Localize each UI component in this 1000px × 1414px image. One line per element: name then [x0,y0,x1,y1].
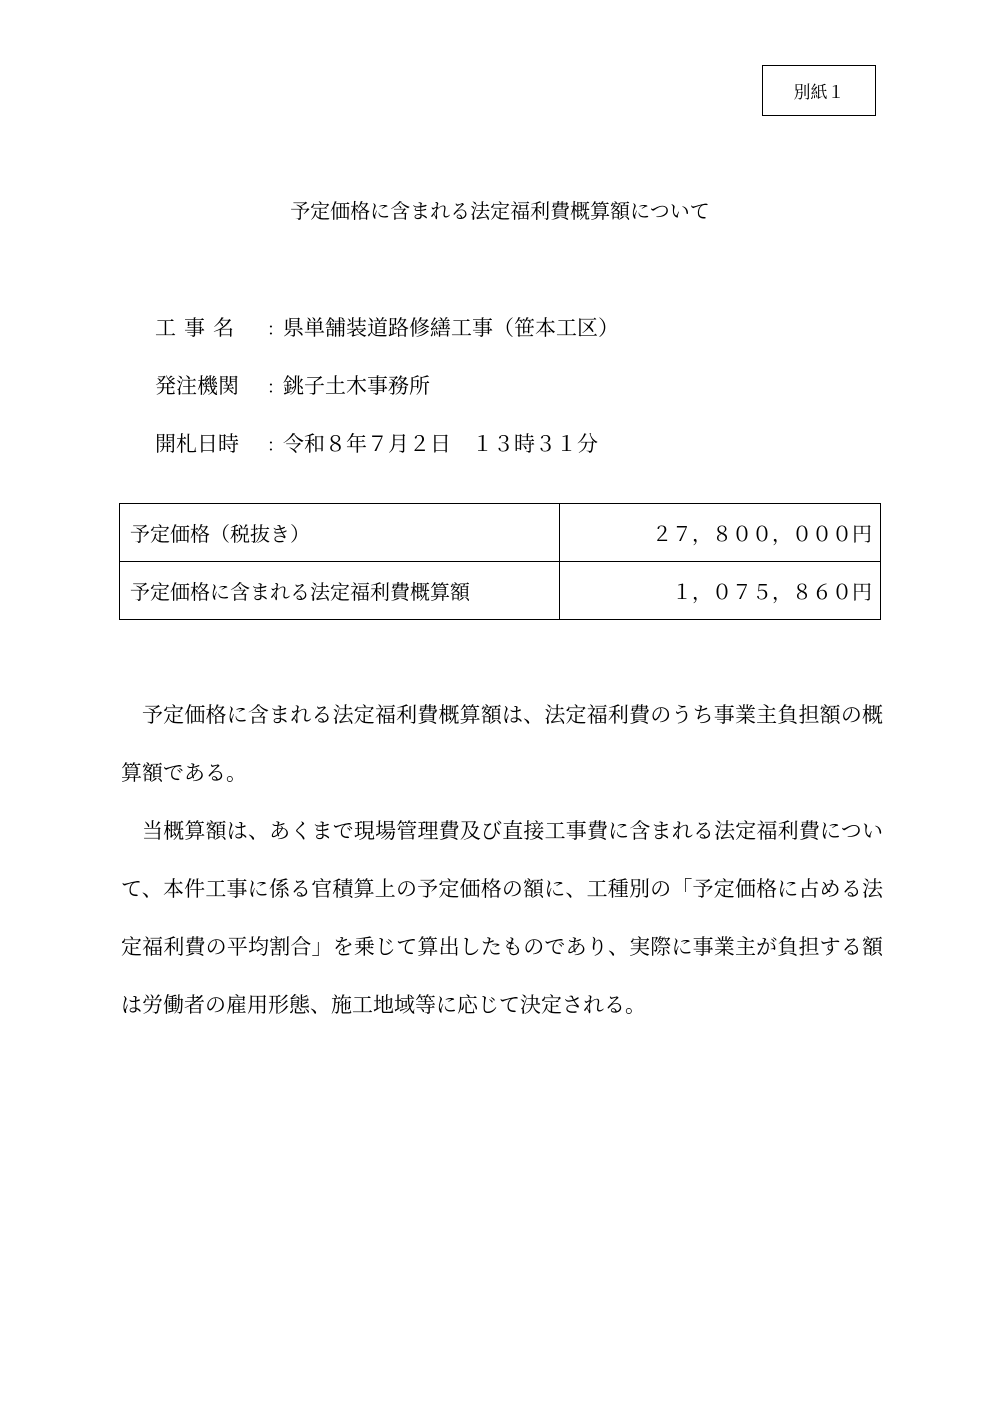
construction-name-label: 工事名 [155,316,242,340]
ordering-agency-label: 発注機関 [155,374,239,398]
colon: ： [267,378,284,398]
price-table [119,503,881,620]
bid-opening-label: 開札日時 [155,432,239,456]
paragraph: 予定価格に含まれる法定福利費概算額は、法定福利費のうち事業主負担額の概算額である。 [121,703,883,785]
annex-label-box [762,65,876,116]
paragraph: 当概算額は、あくまで現場管理費及び直接工事費に含まれる法定福利費について、本件工事に係る官積算上の予定価格の額に、工種別の「予定価格に占める法定福利費の平均割合」を乗じて算出したものであり、実際に事業主が負担する額は労働者の雇用形態、施工地域等に応じて決定される。 [121,819,883,1017]
construction-name-value: 県単舗装道路修繕工事（笹本工区） [283,316,619,340]
planned-price-value: ２７，８００，０００円 [560,504,881,562]
construction-name-row [155,312,619,342]
ordering-agency-row [155,370,430,400]
bid-opening-row [155,428,598,458]
planned-price-label: 予定価格（税抜き） [120,504,560,562]
ordering-agency-value: 銚子土木事務所 [283,374,430,398]
explanation-text [121,686,883,1034]
welfare-cost-label: 予定価格に含まれる法定福利費概算額 [120,562,560,620]
colon: ： [267,436,284,456]
colon: ： [267,320,284,340]
annex-label: 別紙１ [793,83,845,103]
table-row [120,504,881,562]
welfare-cost-value: １，０７５，８６０円 [560,562,881,620]
bid-opening-value: 令和８年７月２日 １３時３１分 [283,432,598,456]
table-row [120,562,881,620]
document-title: 予定価格に含まれる法定福利費概算額について [290,199,710,223]
